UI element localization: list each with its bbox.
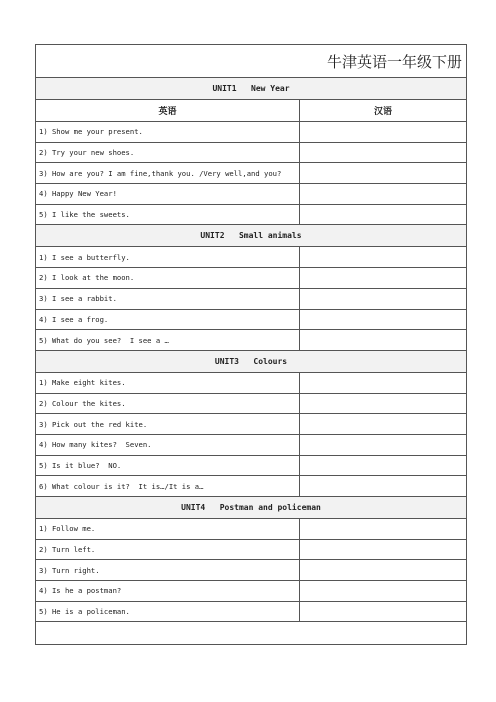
- table-row: [36, 247, 466, 268]
- english-cell: 6) What colour is it? It is…/It is a…: [36, 476, 300, 496]
- table-row: [36, 560, 466, 581]
- english-cell: 4) How many kites? Seven.: [36, 435, 300, 455]
- english-cell: 3) Turn right.: [36, 560, 300, 580]
- table-row: [36, 143, 466, 164]
- chinese-cell: [300, 330, 466, 350]
- chinese-cell: [300, 373, 466, 393]
- column-header-row: [36, 100, 466, 122]
- chinese-cell: [300, 205, 466, 225]
- table-row: [36, 289, 466, 310]
- english-cell: 2) Colour the kites.: [36, 394, 300, 414]
- english-cell: 1) Make eight kites.: [36, 373, 300, 393]
- unit-title: UNIT4 Postman and policeman: [36, 497, 466, 519]
- table-row: [36, 456, 466, 477]
- unit-title: UNIT1 New Year: [36, 78, 466, 100]
- table-row: [36, 184, 466, 205]
- chinese-cell: [300, 394, 466, 414]
- chinese-cell: [300, 184, 466, 204]
- english-cell: 3) Pick out the red kite.: [36, 414, 300, 434]
- chinese-cell: [300, 602, 466, 622]
- english-cell: 2) I look at the moon.: [36, 268, 300, 288]
- chinese-cell: [300, 560, 466, 580]
- table-row: [36, 205, 466, 226]
- chinese-cell: [300, 268, 466, 288]
- english-cell: 4) Happy New Year!: [36, 184, 300, 204]
- chinese-cell: [300, 289, 466, 309]
- table-row: [36, 435, 466, 456]
- english-cell: 2) Try your new shoes.: [36, 143, 300, 163]
- table-row: [36, 519, 466, 540]
- english-cell: 5) Is it blue? NO.: [36, 456, 300, 476]
- title-row: [36, 45, 466, 78]
- table-row: [36, 540, 466, 561]
- chinese-cell: [300, 540, 466, 560]
- english-cell: 5) He is a policeman.: [36, 602, 300, 622]
- table-row: [36, 476, 466, 497]
- chinese-cell: [300, 310, 466, 330]
- table-row: [36, 122, 466, 143]
- chinese-cell: [300, 143, 466, 163]
- table-row: [36, 414, 466, 435]
- english-cell: 4) Is he a postman?: [36, 581, 300, 601]
- unit-title: UNIT2 Small animals: [36, 225, 466, 247]
- table-row: [36, 330, 466, 351]
- table-row: [36, 373, 466, 394]
- chinese-cell: [300, 456, 466, 476]
- table-row: [36, 581, 466, 602]
- english-cell: 1) Show me your present.: [36, 122, 300, 142]
- english-cell: 4) I see a frog.: [36, 310, 300, 330]
- english-cell: 3) I see a rabbit.: [36, 289, 300, 309]
- chinese-column-header: 汉语: [373, 107, 392, 117]
- chinese-cell: [300, 414, 466, 434]
- english-cell: 3) How are you? I am fine,thank you. /Very well,and you?: [36, 163, 300, 183]
- english-cell: 5) What do you see? I see a …: [36, 330, 300, 350]
- chinese-cell: [300, 122, 466, 142]
- page-title: 牛津英语一年级下册: [326, 52, 462, 71]
- unit-title: UNIT3 Colours: [36, 351, 466, 373]
- table-row: [36, 163, 466, 184]
- empty-row: [36, 622, 466, 644]
- chinese-cell: [300, 476, 466, 496]
- chinese-cell: [300, 163, 466, 183]
- english-cell: 1) I see a butterfly.: [36, 247, 300, 267]
- chinese-cell: [300, 247, 466, 267]
- english-cell: 1) Follow me.: [36, 519, 300, 539]
- table-row: [36, 394, 466, 415]
- table-row: [36, 602, 466, 623]
- vocabulary-table: [35, 44, 467, 645]
- chinese-cell: [300, 581, 466, 601]
- table-row: [36, 310, 466, 331]
- table-row: [36, 268, 466, 289]
- chinese-cell: [300, 519, 466, 539]
- english-cell: 5) I like the sweets.: [36, 205, 300, 225]
- english-cell: 2) Turn left.: [36, 540, 300, 560]
- english-column-header: 英语: [36, 100, 300, 121]
- chinese-cell: [300, 435, 466, 455]
